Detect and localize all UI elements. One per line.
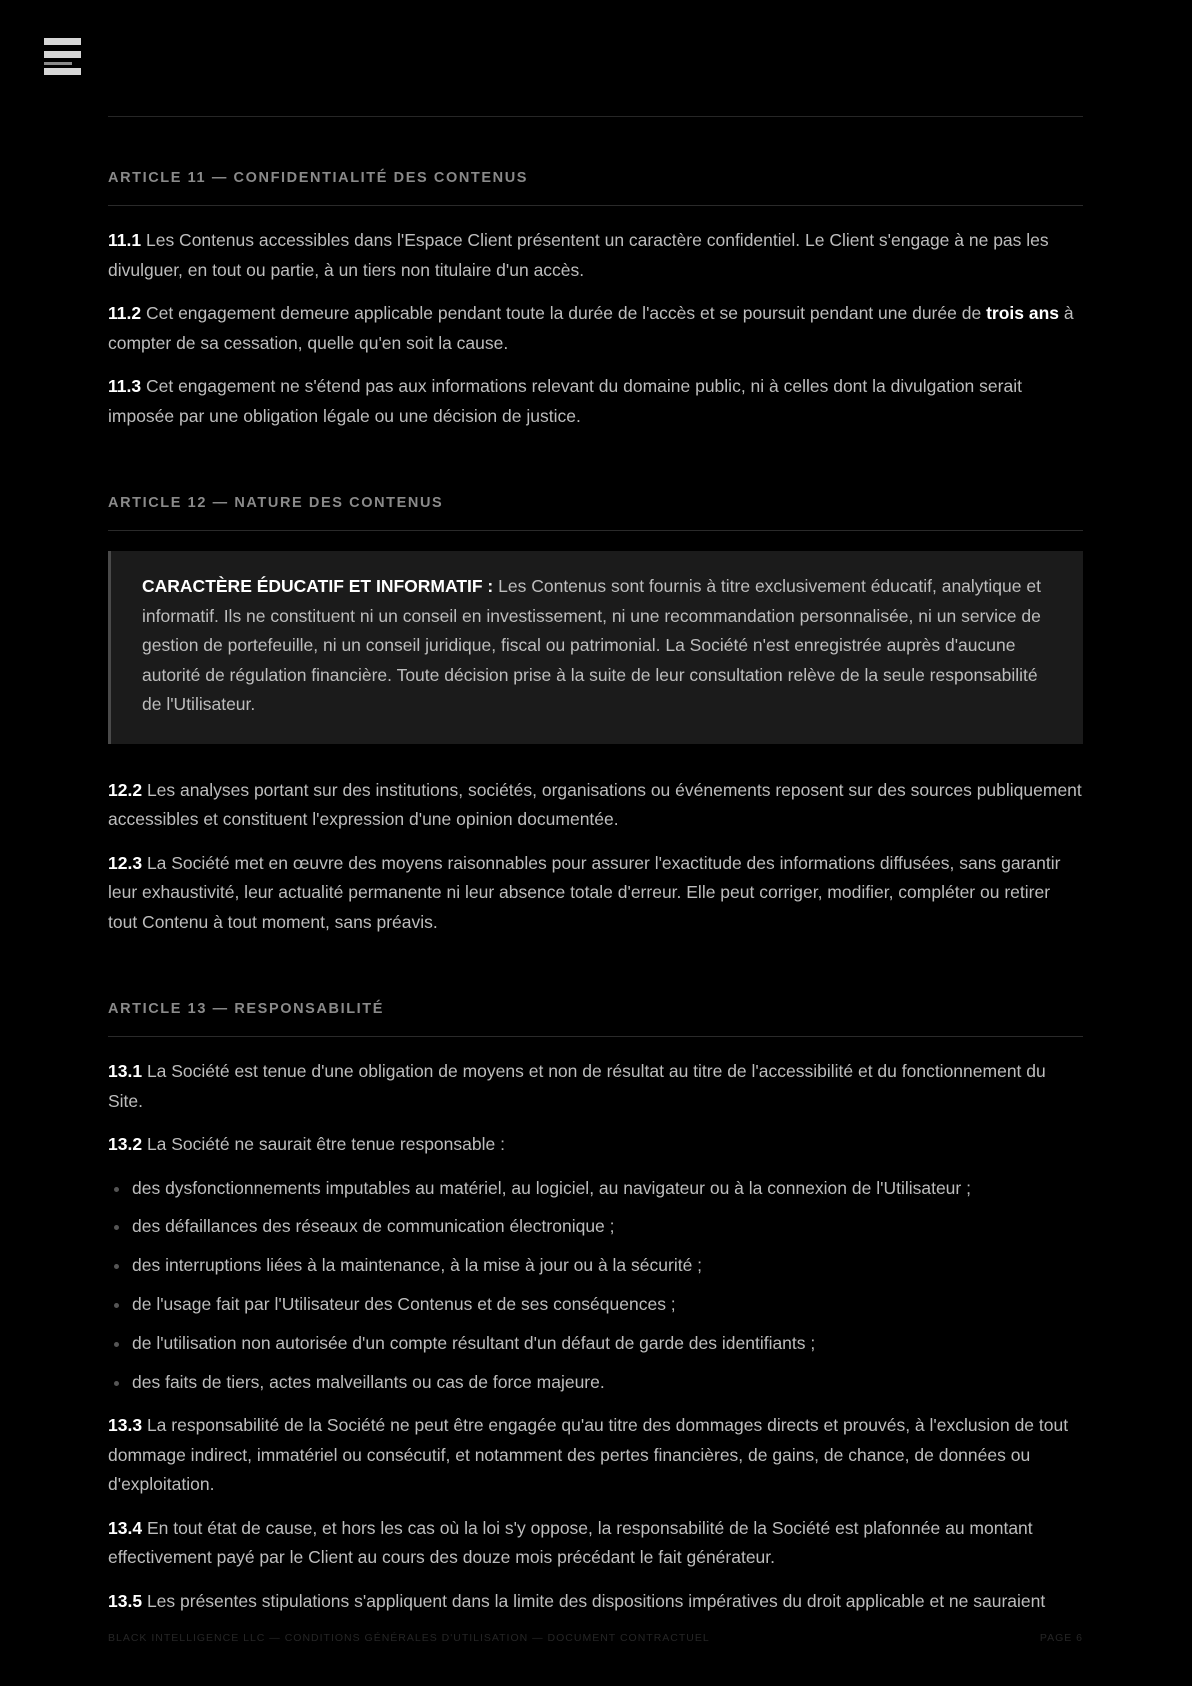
clause-number: 11.3 (108, 376, 142, 396)
article-heading: ARTICLE 13 — RESPONSABILITÉ (108, 1001, 1083, 1037)
list-item: des interruptions liées à la maintenance, à la mise à jour ou à la sécurité ; (108, 1251, 1083, 1281)
clause-text: Les présentes stipulations s'appliquent dans la limite des dispositions impératives du droit applicable et ne sauraient (146, 1590, 1046, 1611)
list-item: des dysfonctionnements imputables au matériel, au logiciel, au navigateur ou à la connexion de l'Utilisateur ; (108, 1174, 1083, 1204)
footer-document-title: BLACK INTELLIGENCE LLC — CONDITIONS GÉNÉRALES D'UTILISATION — DOCUMENT CONTRACTUEL (108, 1632, 710, 1644)
clause-number: 11.2 (108, 303, 142, 323)
callout-lead: CARACTÈRE ÉDUCATIF ET INFORMATIF : (142, 576, 494, 596)
clause-text: En tout état de cause, et hors les cas où la loi s'y oppose, la responsabilité de la Société est plafonnée au montant effectivement payé par le Client au cours des douze mois précédant le fait générateur. (108, 1517, 1033, 1568)
clause-number: 12.2 (108, 779, 143, 800)
clause-13-4 (108, 1514, 1083, 1573)
clause-13-5 (108, 1587, 1083, 1617)
clause-13-3 (108, 1411, 1083, 1500)
list-item: de l'utilisation non autorisée d'un compte résultant d'un défaut de garde des identifiants ; (108, 1329, 1083, 1359)
article-13 (108, 1001, 1083, 1616)
document-body (108, 170, 1083, 1630)
list-item: des défaillances des réseaux de communication électronique ; (108, 1212, 1083, 1242)
clause-11-1 (108, 226, 1083, 285)
clause-number: 13.5 (108, 1590, 143, 1611)
clause-13-1 (108, 1057, 1083, 1116)
clause-text: La responsabilité de la Société ne peut être engagée qu'au titre des dommages directs et prouvés, à l'exclusion de tout dommage indirect, immatériel ou consécutif, et notamment des pertes financières, de gains, de chance, de données ou d'exploitation. (108, 1415, 1069, 1495)
page-footer (108, 1632, 1083, 1644)
clause-text: La Société est tenue d'une obligation de moyens et non de résultat au titre de l'accessibilité et du fonctionnement du Site. (108, 1061, 1046, 1111)
clause-emphasis: trois ans (986, 303, 1060, 323)
clause-number: 11.1 (108, 230, 142, 250)
hamburger-menu-icon[interactable] (44, 38, 81, 76)
clause-text: La Société ne saurait être tenue responsable : (146, 1134, 505, 1154)
article-heading: ARTICLE 11 — CONFIDENTIALITÉ DES CONTENUS (108, 170, 1083, 206)
top-divider (108, 116, 1083, 117)
clause-12-2 (108, 776, 1083, 835)
footer-page-number: PAGE 6 (1039, 1632, 1083, 1644)
clause-text: Les Contenus accessibles dans l'Espace Client présentent un caractère confidentiel. Le Client s'engage à ne pas les divulguer, en tout ou partie, à un tiers non titulaire d'un accès. (108, 230, 1049, 280)
clause-number: 13.4 (108, 1517, 143, 1538)
clause-12-3 (108, 849, 1083, 938)
clause-text: à compter de sa cessation, quelle qu'en soit la cause. (108, 303, 1074, 353)
clause-text: Cet engagement ne s'étend pas aux informations relevant du domaine public, ni à celles dont la divulgation serait imposée par une obligation légale ou une décision de justice. (108, 376, 1022, 426)
list-item: des faits de tiers, actes malveillants ou cas de force majeure. (108, 1368, 1083, 1398)
clause-13-2 (108, 1130, 1083, 1160)
clause-number: 13.3 (108, 1415, 143, 1436)
clause-11-2 (108, 299, 1083, 358)
article-11 (108, 170, 1083, 431)
clause-text: Les analyses portant sur des institutions, sociétés, organisations ou événements reposent sur des sources publiquement accessibles et constituent l'expression d'une opinion documentée. (108, 779, 1082, 829)
clause-text: Cet engagement demeure applicable pendant toute la durée de l'accès et se poursuit pendant une durée de (145, 303, 982, 323)
clause-number: 12.3 (108, 852, 143, 873)
article-heading: ARTICLE 12 — NATURE DES CONTENUS (108, 495, 1083, 531)
clause-text: La Société met en œuvre des moyens raisonnables pour assurer l'exactitude des informations diffusées, sans garantir leur exhaustivité, leur actualité permanente ni leur absence totale d'erreur. Elle peut corriger, modifier, compléter ou retirer tout Contenu à tout moment, sans préavis. (108, 852, 1061, 932)
clause-number: 13.2 (108, 1134, 143, 1154)
notice-callout (108, 551, 1083, 744)
list-item: de l'usage fait par l'Utilisateur des Contenus et de ses conséquences ; (108, 1290, 1083, 1320)
clause-number: 13.1 (108, 1061, 143, 1081)
article-12 (108, 495, 1083, 937)
clause-11-3 (108, 372, 1083, 431)
callout-text: Les Contenus sont fournis à titre exclusivement éducatif, analytique et informatif. Ils ne constituent ni un conseil en investissement, ni une recommandation personnalisée, ni un service de gestion de portefeuille, ni un conseil juridique, fiscal ou patrimonial. La Société n'est enregistrée auprès d'aucune autorité de régulation financière. Toute décision prise à la suite de leur consultation relève de la seule responsabilité de l'Utilisateur. (142, 576, 1041, 714)
liability-exclusions-list (108, 1174, 1083, 1398)
